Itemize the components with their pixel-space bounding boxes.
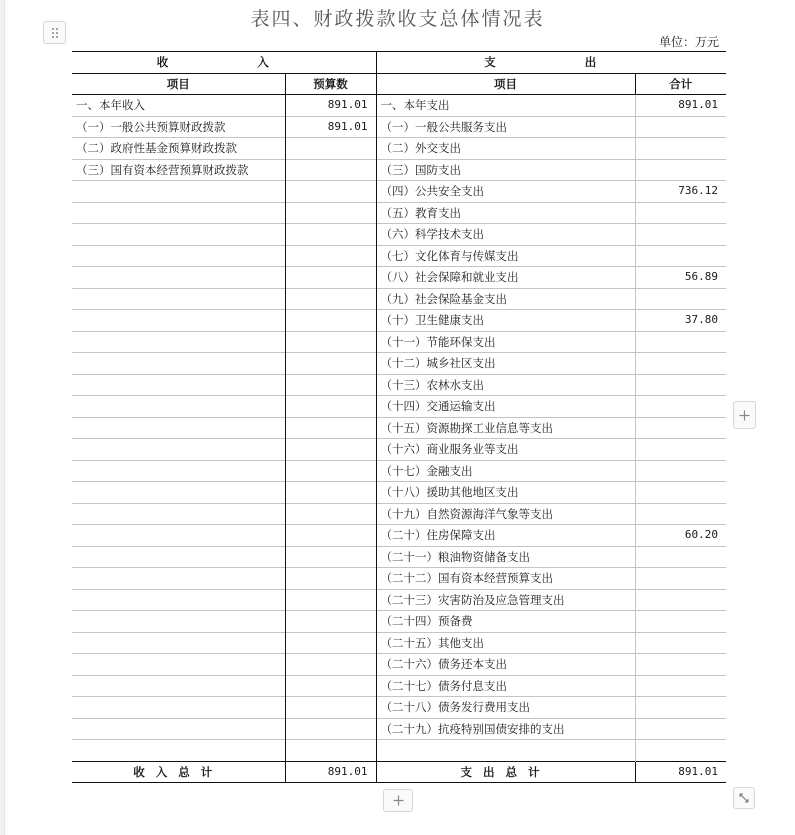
expense-item-cell: （六）科学技术支出 [376,224,635,246]
income-value-cell[interactable] [285,697,376,719]
income-item-cell [72,374,285,396]
income-item-cell [72,267,285,289]
table-row [72,353,726,375]
income-item-cell [72,654,285,676]
expense-item-cell: （三）国防支出 [376,159,635,181]
expense-value-cell[interactable] [635,439,726,461]
income-value-cell[interactable] [285,181,376,203]
expense-item-cell: 一、本年支出 [376,95,635,117]
expense-item-cell: （十一）节能环保支出 [376,331,635,353]
expense-value-cell[interactable] [635,288,726,310]
expense-value-cell[interactable] [635,224,726,246]
table-row [72,482,726,504]
table-row [72,245,726,267]
table-row [72,525,726,547]
expense-value-cell[interactable] [635,417,726,439]
expense-value-cell[interactable] [635,568,726,590]
table-row [72,675,726,697]
table-row [72,718,726,740]
column-header-expense-total: 合计 [635,73,726,95]
income-value-cell[interactable] [285,396,376,418]
income-value-cell[interactable] [285,460,376,482]
expense-item-cell [376,740,635,762]
table-row [72,632,726,654]
table-row [72,654,726,676]
income-value-cell[interactable] [285,310,376,332]
expense-value-cell[interactable] [635,138,726,160]
expense-value-cell[interactable]: 891.01 [635,95,726,117]
expense-value-cell[interactable]: 56.89 [635,267,726,289]
unit-label: 单位：万元 [658,35,719,49]
table-row [72,202,726,224]
column-header-expense-item: 项目 [376,73,635,95]
page-title: 表四、财政拨款收支总体情况表 [250,8,545,30]
expense-item-cell: （十八）援助其他地区支出 [376,482,635,504]
income-value-cell[interactable] [285,589,376,611]
income-item-cell [72,310,285,332]
income-value-cell[interactable] [285,654,376,676]
expense-item-cell: （十五）资源勘探工业信息等支出 [376,417,635,439]
expense-item-cell: （二十九）抗疫特别国债安排的支出 [376,718,635,740]
expense-value-cell[interactable] [635,482,726,504]
table-row [72,697,726,719]
income-item-cell [72,611,285,633]
income-value-cell[interactable] [285,224,376,246]
table-row [72,589,726,611]
expense-value-cell[interactable] [635,503,726,525]
table-row [72,568,726,590]
income-item-cell [72,525,285,547]
table-row [72,310,726,332]
table-row [72,116,726,138]
expense-value-cell[interactable] [635,460,726,482]
income-value-cell[interactable] [285,525,376,547]
income-value-cell[interactable] [285,374,376,396]
table-body [72,95,726,762]
expense-value-cell[interactable] [635,159,726,181]
income-item-cell [72,417,285,439]
expense-item-cell: （十二）城乡社区支出 [376,353,635,375]
table-row [72,159,726,181]
expense-item-cell: （二十二）国有资本经营预算支出 [376,568,635,590]
expense-value-cell[interactable]: 736.12 [635,181,726,203]
plus-icon [739,410,750,421]
expense-item-cell: （五）教育支出 [376,202,635,224]
expense-item-cell: （十四）交通运输支出 [376,396,635,418]
totals-row [72,761,726,783]
expense-item-cell: （十）卫生健康支出 [376,310,635,332]
income-value-cell[interactable] [285,439,376,461]
expense-value-cell[interactable] [635,374,726,396]
table-row [72,288,726,310]
income-value-cell[interactable] [285,245,376,267]
expense-item-cell: （二十一）粮油物资储备支出 [376,546,635,568]
expense-value-cell[interactable] [635,116,726,138]
expense-item-cell: （十七）金融支出 [376,460,635,482]
expense-item-cell: （二十四）预备费 [376,611,635,633]
expense-item-cell: （二十六）债务还本支出 [376,654,635,676]
income-item-cell [72,718,285,740]
income-value-cell[interactable] [285,546,376,568]
income-item-cell [72,697,285,719]
income-item-cell [72,331,285,353]
expense-value-cell[interactable] [635,245,726,267]
expense-item-cell: （十九）自然资源海洋气象等支出 [376,503,635,525]
income-value-cell[interactable] [285,159,376,181]
expense-value-cell[interactable] [635,396,726,418]
expense-total-value[interactable]: 891.01 [635,761,726,783]
expense-value-cell[interactable]: 37.80 [635,310,726,332]
income-value-cell[interactable] [285,138,376,160]
add-row-button[interactable] [383,789,413,812]
income-value-cell[interactable] [285,568,376,590]
income-item-cell [72,353,285,375]
income-item-cell [72,181,285,203]
income-item-cell [72,740,285,762]
income-item-cell: （三）国有资本经营预算财政拨款 [72,159,285,181]
table-row [72,138,726,160]
add-column-button[interactable] [733,401,756,429]
expense-item-cell: （八）社会保障和就业支出 [376,267,635,289]
income-value-cell[interactable] [285,353,376,375]
income-item-cell [72,460,285,482]
income-value-cell[interactable] [285,740,376,762]
column-header-income-item: 项目 [72,73,285,95]
income-value-cell[interactable] [285,632,376,654]
income-item-cell [72,224,285,246]
income-value-cell[interactable] [285,331,376,353]
expense-value-cell[interactable] [635,611,726,633]
income-item-cell [72,675,285,697]
expense-value-cell[interactable] [635,202,726,224]
income-item-cell [72,632,285,654]
expense-value-cell[interactable] [635,654,726,676]
income-item-cell: （二）政府性基金预算财政拨款 [72,138,285,160]
expense-value-cell[interactable] [635,740,726,762]
income-value-cell[interactable] [285,503,376,525]
expense-section-header: 支 出 [376,52,726,74]
expense-item-cell: （二十七）债务付息支出 [376,675,635,697]
page-edge [0,0,5,835]
expense-item-cell: （九）社会保险基金支出 [376,288,635,310]
table-row [72,546,726,568]
plus-icon [393,795,404,806]
income-value-cell[interactable] [285,718,376,740]
expense-value-cell[interactable] [635,546,726,568]
expense-item-cell: （二十五）其他支出 [376,632,635,654]
expense-value-cell[interactable] [635,718,726,740]
table-row [72,181,726,203]
income-value-cell[interactable]: 891.01 [285,95,376,117]
expense-value-cell[interactable] [635,632,726,654]
table-row [72,503,726,525]
expense-value-cell[interactable] [635,589,726,611]
expense-item-cell: （七）文化体育与传媒支出 [376,245,635,267]
income-item-cell [72,245,285,267]
table-row [72,417,726,439]
income-item-cell [72,503,285,525]
expense-item-cell: （十六）商业服务业等支出 [376,439,635,461]
expense-value-cell[interactable] [635,353,726,375]
expense-item-cell: （二十三）灾害防治及应急管理支出 [376,589,635,611]
table-row [72,95,726,117]
income-item-cell [72,202,285,224]
table-row [72,374,726,396]
table-row [72,740,726,762]
table-resize-handle[interactable] [733,787,755,809]
table-row [72,611,726,633]
income-item-cell [72,568,285,590]
income-value-cell[interactable]: 891.01 [285,116,376,138]
income-item-cell [72,589,285,611]
expense-item-cell: （二十）住房保障支出 [376,525,635,547]
income-value-cell[interactable] [285,482,376,504]
income-total-value[interactable]: 891.01 [285,761,376,783]
column-header-income-budget: 预算数 [285,73,376,95]
expense-item-cell: （十三）农林水支出 [376,374,635,396]
expense-value-cell[interactable] [635,697,726,719]
income-value-cell[interactable] [285,202,376,224]
income-value-cell[interactable] [285,417,376,439]
expense-item-cell: （二）外交支出 [376,138,635,160]
income-value-cell[interactable] [285,611,376,633]
income-item-cell [72,396,285,418]
income-item-cell [72,482,285,504]
table-row [72,331,726,353]
expense-total-label: 支出总计 [376,761,635,783]
income-total-label: 收入总计 [72,761,285,783]
income-item-cell: 一、本年收入 [72,95,285,117]
table-row [72,460,726,482]
income-item-cell [72,546,285,568]
income-value-cell[interactable] [285,288,376,310]
resize-icon [739,793,749,803]
expense-value-cell[interactable] [635,331,726,353]
income-item-cell [72,288,285,310]
income-value-cell[interactable] [285,675,376,697]
income-item-cell: （一）一般公共预算财政拨款 [72,116,285,138]
table-row [72,439,726,461]
expense-item-cell: （二十八）债务发行费用支出 [376,697,635,719]
expense-value-cell[interactable]: 60.20 [635,525,726,547]
income-value-cell[interactable] [285,267,376,289]
table-row [72,224,726,246]
expense-item-cell: （四）公共安全支出 [376,181,635,203]
income-item-cell [72,439,285,461]
budget-table [72,51,726,783]
table-row [72,396,726,418]
table-row [72,267,726,289]
expense-item-cell: （一）一般公共服务支出 [376,116,635,138]
expense-value-cell[interactable] [635,675,726,697]
income-section-header: 收 入 [72,52,376,74]
